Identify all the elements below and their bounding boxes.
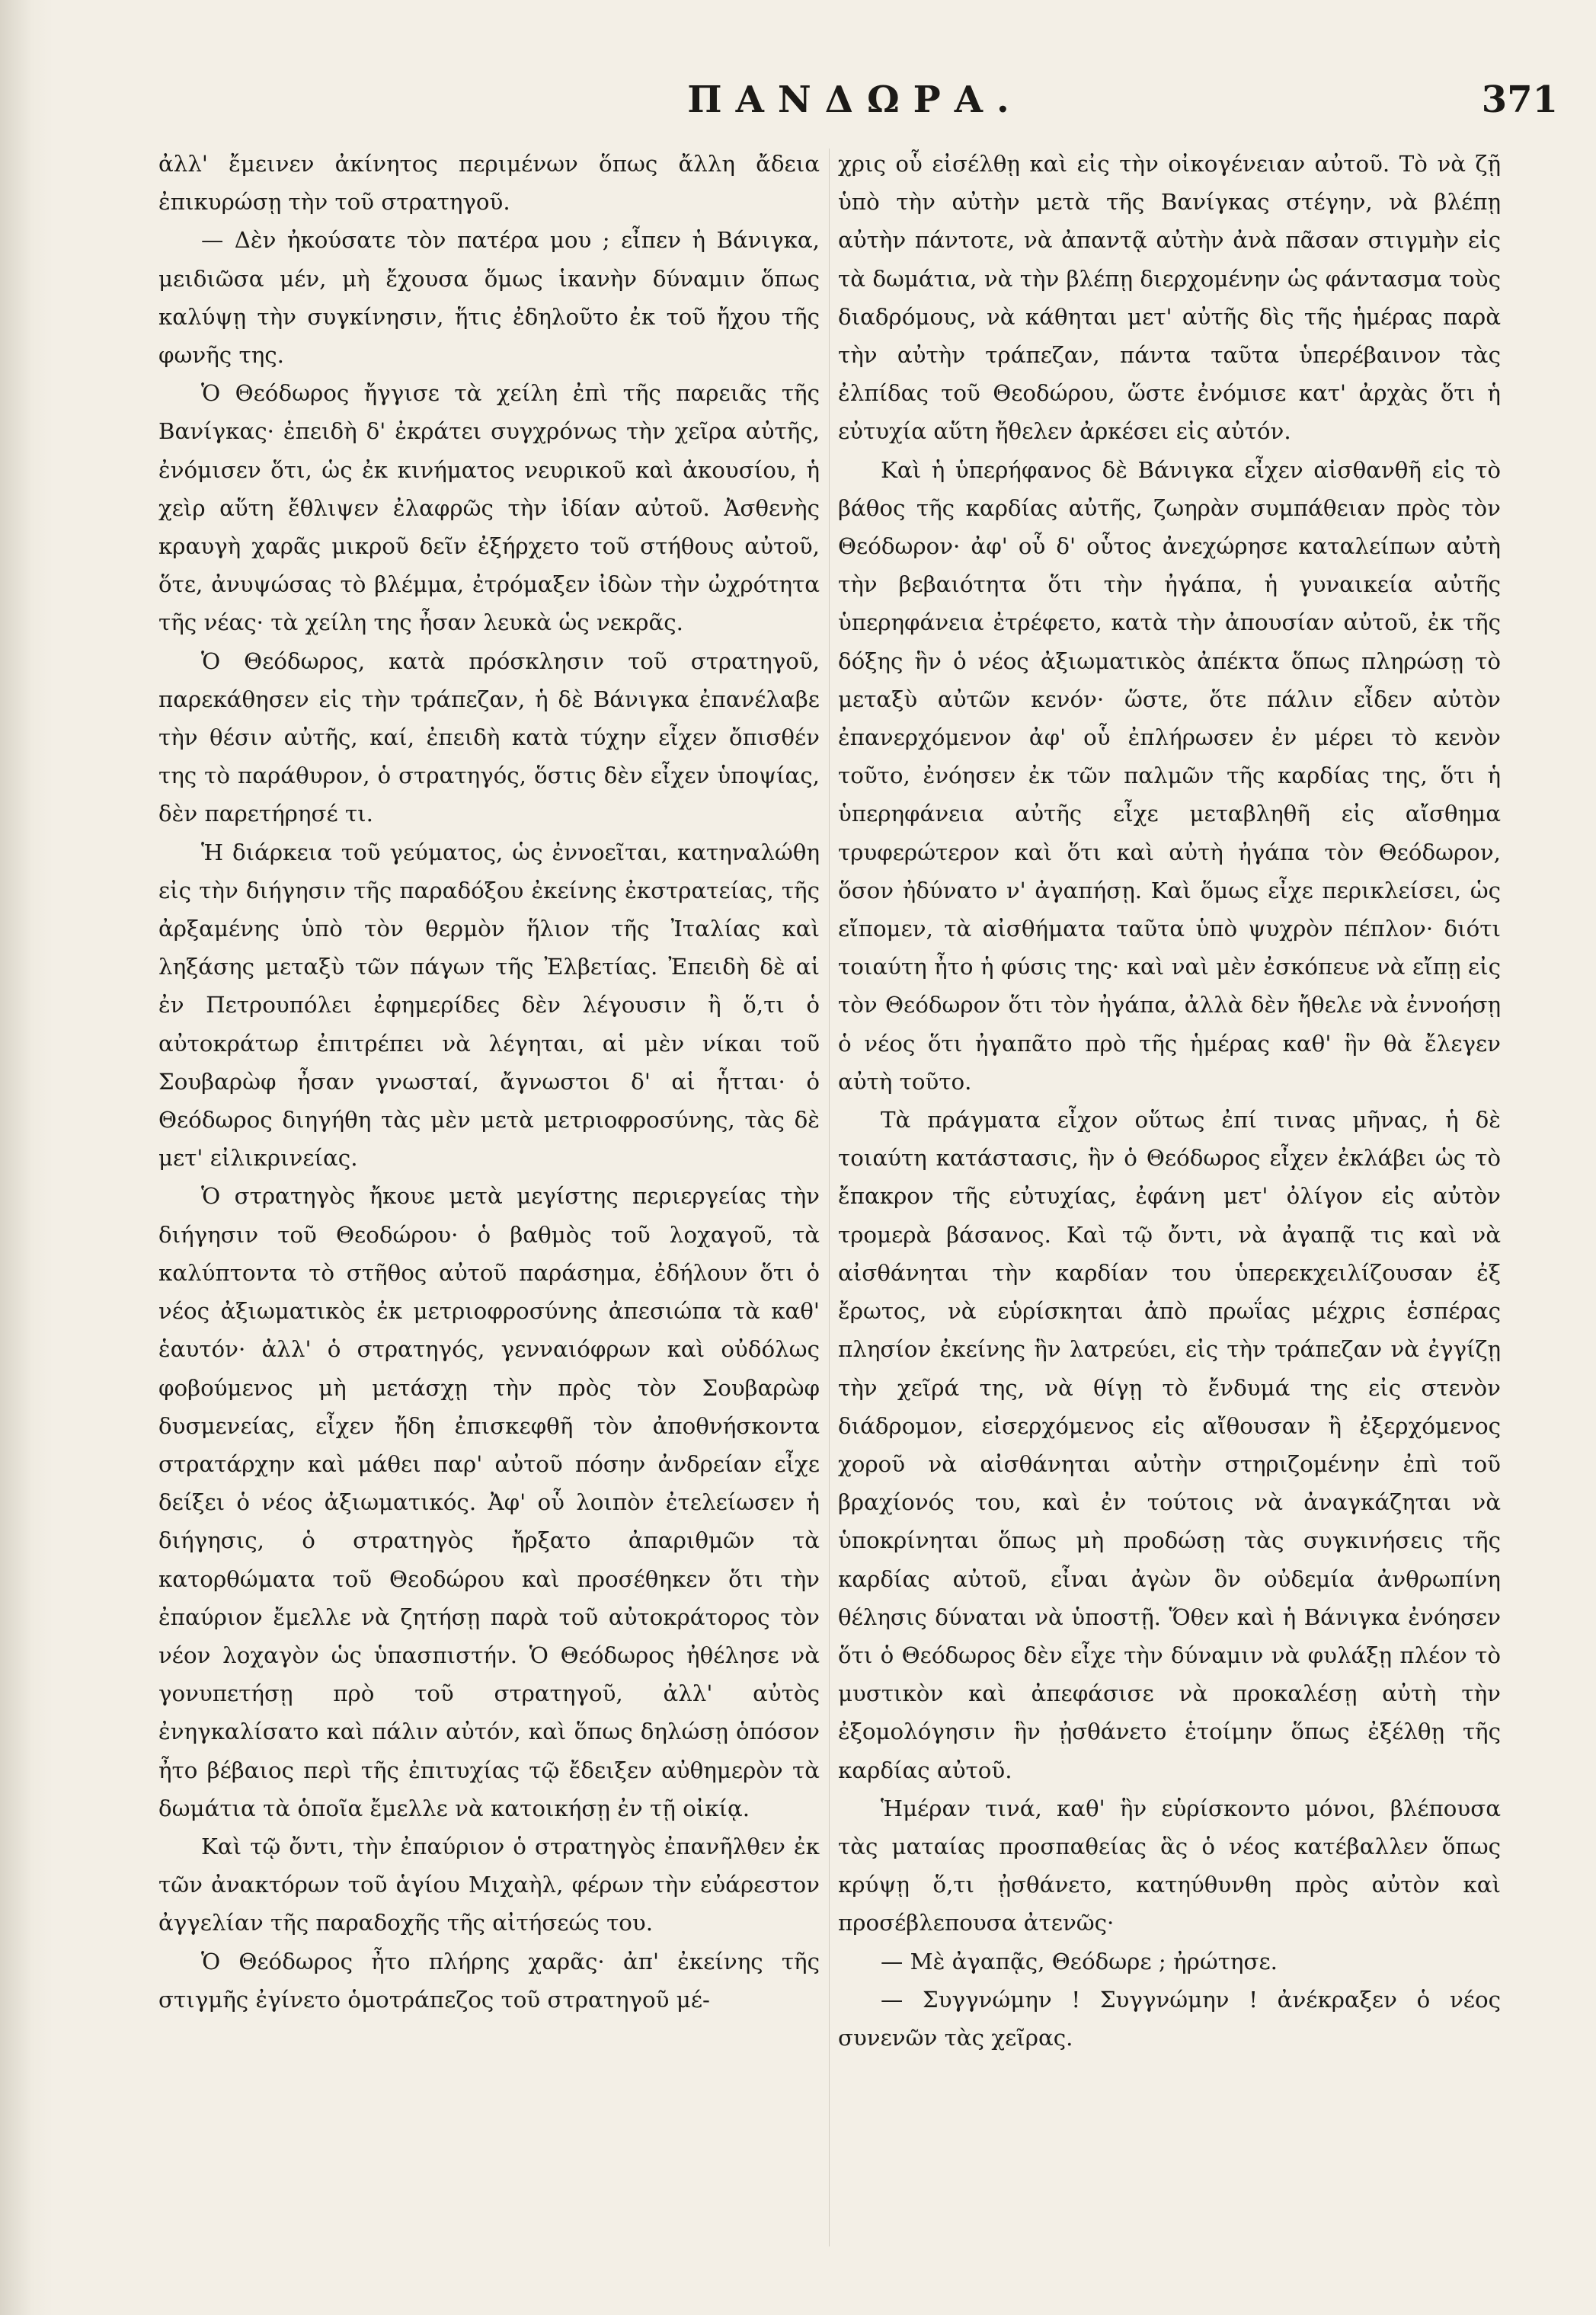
journal-title: ΠΑΝΔΩΡΑ. [687,78,1023,121]
paragraph: Ἡ διάρκεια τοῦ γεύματος, ὡς ἐννοεῖται, κατηναλώθη εἰς τὴν διήγησιν τῆς παραδόξου ἐκείνης ἐκστρατείας, τῆς ἀρξαμένης ὑπὸ τὸν θερμὸν ἥλιον τῆς Ἰταλίας καὶ ληξάσης μεταξὺ τῶν πάγων τῆς Ἐλβετίας. Ἐπειδὴ δὲ αἱ ἐν Πετρουπόλει ἐφημερίδες δὲν λέγουσιν ἢ ὅ,τι ὁ αὐτοκράτωρ ἐπιτρέπει νὰ λέγηται, αἱ μὲν νίκαι τοῦ Σουβαρὼφ ἦσαν γνωσταί, ἄγνωστοι δ' αἱ ἧτται· ὁ Θεόδωρος διηγήθη τὰς μὲν μετὰ μετριοφροσύνης, τὰς δὲ μετ' εἰλικρινείας. [158,839,820,1172]
paragraph: Ὁ Θεόδωρος ἦτο πλήρης χαρᾶς· ἀπ' ἐκείνης τῆς στιγμῆς ἐγίνετο ὁμοτράπεζος τοῦ στρατηγοῦ μέ- [158,1948,820,2013]
paragraph: ἀλλ' ἔμεινεν ἀκίνητος περιμένων ὅπως ἄλλη ἄδεια ἐπικυρώσῃ τὴν τοῦ στρατηγοῦ. [158,151,820,216]
paragraph: χρις οὗ εἰσέλθῃ καὶ εἰς τὴν οἰκογένειαν αὐτοῦ. Τὸ νὰ ζῇ ὑπὸ τὴν αὐτὴν μετὰ τῆς Βανίγκας στέγην, νὰ βλέπῃ αὐτὴν πάντοτε, νὰ ἀπαντᾷ αὐτὴν ἀνὰ πᾶσαν στιγμὴν εἰς τὰ δωμάτια, νὰ τὴν βλέπῃ διερχομένην ὡς φάντασμα τοὺς διαδρόμους, νὰ κάθηται μετ' αὐτῆς δὶς τῆς ἡμέρας παρὰ τὴν αὐτὴν τράπεζαν, πάντα ταῦτα ὑπερέβαινον τὰς ἐλπίδας τοῦ Θεοδώρου, ὥστε ἐνόμισε κατ' ἀρχὰς ὅτι ἡ εὐτυχία αὕτη ἤθελεν ἀρκέσει εἰς αὐτόν. [838,151,1501,445]
paragraph: — Μὲ ἀγαπᾷς, Θεόδωρε ; ἠρώτησε. [881,1948,1278,1974]
paragraph: Καὶ ἡ ὑπερήφανος δὲ Βάνιγκα εἶχεν αἰσθανθῆ εἰς τὸ βάθος τῆς καρδίας αὐτῆς, ζωηρὰν συμπάθειαν πρὸς τὸν Θεόδωρον· ἀφ' οὗ δ' οὗτος ἀνεχώρησε καταλείπων αὐτὴ τὴν βεβαιότητα ὅτι τὴν ἠγάπα, ἡ γυναικεία αὐτῆς ὑπερηφάνεια ἐτρέφετο, κατὰ τὴν ἀπουσίαν αὐτοῦ, ἐκ τῆς δόξης ἣν ὁ νέος ἀξιωματικὸς ἀπέκτα ὅπως πληρώσῃ τὸ μεταξὺ αὐτῶν κενόν· ὥστε, ὅτε πάλιν εἶδεν αὐτὸν ἐπανερχόμενον ἀφ' οὗ ἐπλήρωσεν ἐν μέρει τὸ κενὸν τοῦτο, ἐνόησεν ἐκ τῶν παλμῶν τῆς καρδίας της, ὅτι ἡ ὑπερηφάνεια αὐτῆς εἶχε μεταβληθῆ εἰς αἴσθημα τρυφερώτερον καὶ ὅτι καὶ αὐτὴ ἠγάπα τὸν Θεόδωρον, ὅσον ἠδύνατο ν' ἀγαπήσῃ. Καὶ ὅμως εἶχε περικλείσει, ὡς εἴπομεν, τὰ αἰσθήματα ταῦτα ὑπὸ ψυχρὸν πέπλον· διότι τοιαύτη ἦτο ἡ φύσις της· καὶ ναὶ μὲν ἐσκόπευε νὰ εἴπῃ εἰς τὸν Θεόδωρον ὅτι τὸν ἠγάπα, ἀλλὰ δὲν ἤθελε νὰ ἐννοήσῃ ὁ νέος ὅτι ἠγαπᾶτο πρὸ τῆς ἡμέρας καθ' ἣν θὰ ἔλεγεν αὐτὴ τοῦτο. [838,456,1501,1095]
right-column [838,145,1501,2057]
page-header [152,72,1558,126]
paragraph: Ὁ Θεόδωρος, κατὰ πρόσκλησιν τοῦ στρατηγοῦ, παρεκάθησεν εἰς τὴν τράπεζαν, ἡ δὲ Βάνιγκα ἐπανέλαβε τὴν θέσιν αὐτῆς, καί, ἐπειδὴ κατὰ τύχην εἶχεν ὄπισθέν της τὸ παράθυρον, ὁ στρατηγός, ὅστις δὲν εἶχεν ὑποψίας, δὲν παρετήρησέ τι. [158,647,820,827]
page-number: 371 [1481,78,1558,121]
left-column [158,145,820,2019]
page-scan-edge [0,0,53,2315]
paragraph: Καὶ τῷ ὄντι, τὴν ἐπαύριον ὁ στρατηγὸς ἐπανῆλθεν ἐκ τῶν ἀνακτόρων τοῦ ἁγίου Μιχαὴλ, φέρων τὴν εὐάρεστον ἀγγελίαν τῆς παραδοχῆς τῆς αἰτήσεώς του. [158,1833,820,1936]
paragraph: Ὁ στρατηγὸς ἤκουε μετὰ μεγίστης περιεργείας τὴν διήγησιν τοῦ Θεοδώρου· ὁ βαθμὸς τοῦ λοχαγοῦ, τὰ καλύπτοντα τὸ στῆθος αὐτοῦ παράσημα, ἐδήλουν ὅτι ὁ νέος ἀξιωματικὸς ἐκ μετριοφροσύνης ἀπεσιώπα τὰ καθ' ἑαυτόν· ἀλλ' ὁ στρατηγός, γενναιόφρων καὶ οὐδόλως φοβούμενος μὴ μετάσχῃ τὴν πρὸς τὸν Σουβαρὼφ δυσμενείας, εἶχεν ἤδη ἐπισκεφθῆ τὸν ἀποθνήσκοντα στρατάρχην καὶ μάθει παρ' αὐτοῦ πόσην ἀνδρείαν εἶχε δείξει ὁ νέος ἀξιωματικός. Ἀφ' οὗ λοιπὸν ἐτελείωσεν ἡ διήγησις, ὁ στρατηγὸς ἤρξατο ἀπαριθμῶν τὰ κατορθώματα τοῦ Θεοδώρου καὶ προσέθηκεν ὅτι τὴν ἐπαύριον ἔμελλε νὰ ζητήσῃ παρὰ τοῦ αὐτοκράτορος τὸν νέον λοχαγὸν ὡς ὑπασπιστήν. Ὁ Θεόδωρος ἠθέλησε νὰ γονυπετήσῃ πρὸ τοῦ στρατηγοῦ, ἀλλ' αὐτὸς ἐνηγκαλίσατο καὶ πάλιν αὐτόν, καὶ ὅπως δηλώσῃ ὁπόσον ἦτο βέβαιος περὶ τῆς ἐπιτυχίας τῷ ἔδειξεν αὐθημερὸν τὰ δωμάτια τὰ ὁποῖα ἔμελλε νὰ κατοικήσῃ ἐν τῇ οἰκίᾳ. [158,1183,820,1821]
column-divider [829,149,830,2246]
paragraph: — Συγγνώμην ! Συγγνώμην ! ἀνέκραξεν ὁ νέος συνενῶν τὰς χεῖρας. [838,1986,1501,2051]
paragraph: Ὁ Θεόδωρος ἤγγισε τὰ χείλη ἐπὶ τῆς παρειᾶς τῆς Βανίγκας· ἐπειδὴ δ' ἐκράτει συγχρόνως τὴν χεῖρα αὐτῆς, ἐνόμισεν ὅτι, ὡς ἐκ κινήματος νευρικοῦ καὶ ἀκουσίου, ἡ χεὶρ αὕτη ἔθλιψεν ἐλαφρῶς τὴν ἰδίαν αὐτοῦ. Ἀσθενὴς κραυγὴ χαρᾶς μικροῦ δεῖν ἐξήρχετο τοῦ στήθους αὐτοῦ, ὅτε, ἀνυψώσας τὸ βλέμμα, ἐτρόμαξεν ἰδὼν τὴν ὠχρότητα τῆς νέας· τὰ χείλη της ἦσαν λευκὰ ὡς νεκρᾶς. [158,380,820,636]
paragraph: Τὰ πράγματα εἶχον οὕτως ἐπί τινας μῆνας, ἡ δὲ τοιαύτη κατάστασις, ἣν ὁ Θεόδωρος εἶχεν ἐκλάβει ὡς τὸ ἔπακρον τῆς εὐτυχίας, ἐφάνη μετ' ὀλίγον εἰς αὐτὸν τρομερὰ βάσανος. Καὶ τῷ ὄντι, νὰ ἀγαπᾷ τις καὶ νὰ αἰσθάνηται τὴν καρδίαν του ὑπερεκχειλίζουσαν ἐξ ἔρωτος, νὰ εὑρίσκηται ἀπὸ πρωΐας μέχρις ἑσπέρας πλησίον ἐκείνης ἣν λατρεύει, εἰς τὴν τράπεζαν νὰ ἐγγίζῃ τὴν χεῖρά της, νὰ θίγῃ τὸ ἔνδυμά της εἰς στενὸν διάδρομον, εἰσερχόμενος εἰς αἴθουσαν ἢ ἐξερχόμενος χοροῦ νὰ αἰσθάνηται αὐτὴν στηριζομένην ἐπὶ τοῦ βραχίονός του, καὶ ἐν τούτοις νὰ ἀναγκάζηται νὰ ὑποκρίνηται ὅπως μὴ προδώσῃ τὰς συγκινήσεις τῆς καρδίας αὐτοῦ, εἶναι ἀγὼν ὃν οὐδεμία ἀνθρωπίνη θέλησις δύναται νὰ ὑποστῇ. Ὅθεν καὶ ἡ Βάνιγκα ἐνόησεν ὅτι ὁ Θεόδωρος δὲν εἶχε τὴν δύναμιν νὰ φυλάξῃ πλέον τὸ μυστικὸν καὶ ἀπεφάσισε νὰ προκαλέσῃ αὐτὴ τὴν ἐξομολόγησιν ἣν ᾐσθάνετο ἑτοίμην ὅπως ἐξέλθῃ τῆς καρδίας αὐτοῦ. [838,1107,1501,1783]
paragraph: Ἡμέραν τινά, καθ' ἣν εὑρίσκοντο μόνοι, βλέπουσα τὰς ματαίας προσπαθείας ἃς ὁ νέος κατέβαλλεν ὅπως κρύψῃ ὅ,τι ᾐσθάνετο, κατηύθυνθη πρὸς αὐτὸν καὶ προσέβλεπουσα ἀτενῶς· [838,1795,1501,1936]
paragraph: — Δὲν ἠκούσατε τὸν πατέρα μου ; εἶπεν ἡ Βάνιγκα, μειδιῶσα μέν, μὴ ἔχουσα ὅμως ἱκανὴν δύναμιν ὅπως καλύψῃ τὴν συγκίνησιν, ἥτις ἐδηλοῦτο ἐκ τοῦ ἤχου τῆς φωνῆς της. [158,227,820,369]
